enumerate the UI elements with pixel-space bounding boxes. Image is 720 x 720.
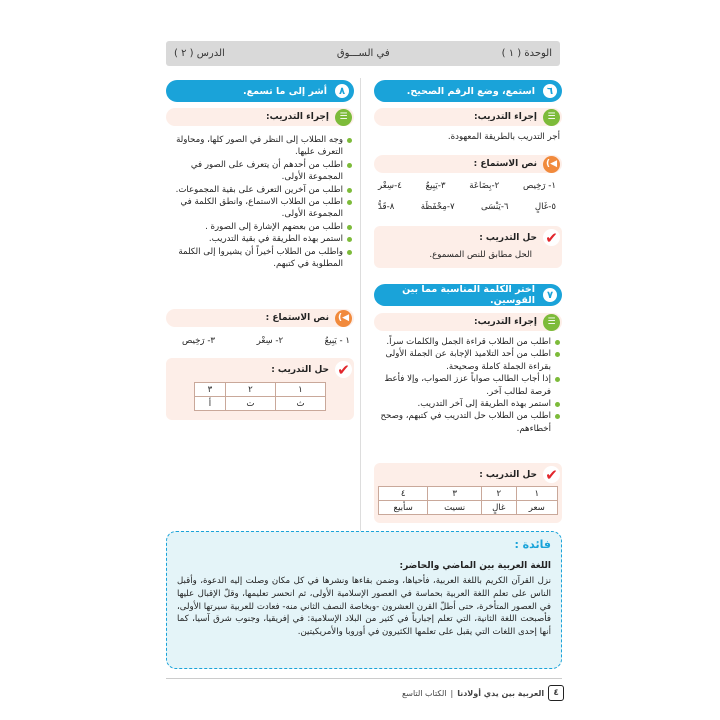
list-icon: ☰ xyxy=(543,314,560,331)
speaker-icon: ◀) xyxy=(335,310,352,327)
exercise-number: ٨ xyxy=(333,82,351,100)
list-item: وجه الطلاب إلى النظر في الصور كلها، ومحاولة التعرف عليها. xyxy=(166,134,352,159)
procedure-steps xyxy=(166,134,352,270)
list-item: اطلب من الطلاب الاستماع، وانطق الكلمة في المجموعة الأولى. xyxy=(166,196,352,221)
exercise-title: أشر إلى ما تسمع. xyxy=(242,85,327,97)
topic-label: في الســـوق xyxy=(336,48,390,59)
list-icon: ☰ xyxy=(543,109,560,126)
exercise-number: ٦ xyxy=(541,82,559,100)
list-item: استمر بهذه الطريقة إلى آخر التدريب. xyxy=(374,398,560,410)
checkmark-icon: ✔ xyxy=(543,466,560,483)
listening-header: ◀) نص الاستماع : xyxy=(374,155,562,173)
fact-title: فائدة : xyxy=(514,538,551,551)
exercise-title: اختر الكلمة المناسبة مما بين القوسين. xyxy=(402,284,535,306)
checkmark-icon: ✔ xyxy=(335,361,352,378)
procedure-text: أجر التدريب بالطريقة المعهودة. xyxy=(447,132,560,142)
list-icon: ☰ xyxy=(335,109,352,126)
exercise-8-title-bar xyxy=(166,80,354,102)
solution-box: ✔ حل التدريب : الحل مطابق للنص المسموع. xyxy=(374,226,562,268)
solution-box: ✔ حل التدريب : ١ ٢ ٣ ٤ سعر غالٍ نسيت سأبيع xyxy=(374,463,562,523)
solution-box: ✔ حل التدريب : ١ ٢ ٣ ث ت أ xyxy=(166,358,354,420)
checkmark-icon: ✔ xyxy=(543,229,560,246)
listening-words-row-2: ٥-غَالٍ ٦-يَنْسَى ٧-مِحْفَظَة ٨-قَدُّ xyxy=(378,202,556,212)
exercise-number: ٧ xyxy=(541,286,559,304)
list-item: اطلب من الطلاب قراءة الجمل والكلمات سراً. xyxy=(374,336,560,348)
list-item: استمر بهذه الطريقة في بقية التدريب. xyxy=(166,233,352,245)
footer-separator: | xyxy=(450,688,454,698)
fact-box xyxy=(166,531,562,669)
procedure-header: ☰ إجراء التدريب: xyxy=(374,108,562,126)
listening-words-row-1: ١- رَخِيص ٢-بِضَاعَة ٣-يَبِيعُ ٤-سِعْر xyxy=(378,181,556,191)
fact-subtitle: اللغة العربية بين الماضي والحاضر: xyxy=(399,561,551,571)
book-title: الكتاب التاسع xyxy=(402,688,447,698)
procedure-header: ☰ إجراء التدريب: xyxy=(166,108,354,126)
footer-rule xyxy=(166,678,562,679)
speaker-icon: ◀) xyxy=(543,156,560,173)
list-item: اطلب من الطلاب حل التدريب في كتبهم، وصحح أخطاءهم. xyxy=(374,410,560,435)
exercise-7-title-bar xyxy=(374,284,562,306)
list-item: اطلب من بعضهم الإشارة إلى الصورة . xyxy=(166,221,352,233)
fact-paragraph: نزل القرآن الكريم باللغة العربية، فأحياها، وضمن بقاءها ونشرها في كل مكان وصلت إليه الدعوة، وأقبل الناس على تعلم اللغة العربية بحماسة في العصور الإسلامية الأولى، ثم انحسر تعليمها، وقلّ الإقبال عليها في العصور المتأخرة، حتى أطلّ القرن العشرون -وبخاصة النصف الثاني منه- فعادت للعربية سيرتها الأولى، فأصبحت اللغة الثانية، التي تعلم إجبارياً في كثير من البلاد الإسلامية: في إفريقيا، وجنوب شرق آسيا، كما أنها إحدى اللغات التي يقبل على تعلمها الكثيرون في أوروبا والأمريكيتين. xyxy=(177,576,551,638)
list-item: إذا أجاب الطالب صواباً عزز الصواب، وإلا فأعط فرصة لطالب آخر. xyxy=(374,373,560,398)
exercise-6-title-bar xyxy=(374,80,562,102)
list-item: اطلب من أحدهم أن يتعرف على الصور في المجموعة الأولى. xyxy=(166,159,352,184)
solution-table: ١ ٢ ٣ ث ت أ xyxy=(194,382,326,411)
solution-table: ١ ٢ ٣ ٤ سعر غالٍ نسيت سأبيع xyxy=(378,486,558,515)
page-footer xyxy=(402,685,564,701)
unit-label: الوحدة ( ١ ) xyxy=(501,48,552,59)
page-header xyxy=(166,41,560,66)
lesson-label: الدرس ( ٢ ) xyxy=(174,48,225,59)
list-item: اطلب من أحد التلاميذ الإجابة عن الجملة الأولى بقراءة الجملة كاملة وصحيحة. xyxy=(374,348,560,373)
list-item: واطلب من الطلاب أخيراً أن يشيروا إلى الكلمة المطلوبة في كتبهم. xyxy=(166,246,352,271)
procedure-steps xyxy=(374,336,560,435)
list-item: اطلب من آخرين التعرف على بقية المجموعات. xyxy=(166,184,352,196)
solution-text: الحل مطابق للنص المسموع. xyxy=(429,250,532,260)
procedure-header: ☰ إجراء التدريب: xyxy=(374,313,562,331)
column-divider xyxy=(360,78,361,538)
listening-header: ◀) نص الاستماع : xyxy=(166,309,354,327)
page-number: ٤ xyxy=(548,685,564,701)
series-title: العربية بين يدي أولادنا xyxy=(457,688,545,698)
listening-words: ١ - يَبِيعُ ٢- سِعْر ٣- رَخِيص xyxy=(182,336,350,346)
exercise-title: استمع، وضع الرقم الصحيح. xyxy=(406,85,535,97)
